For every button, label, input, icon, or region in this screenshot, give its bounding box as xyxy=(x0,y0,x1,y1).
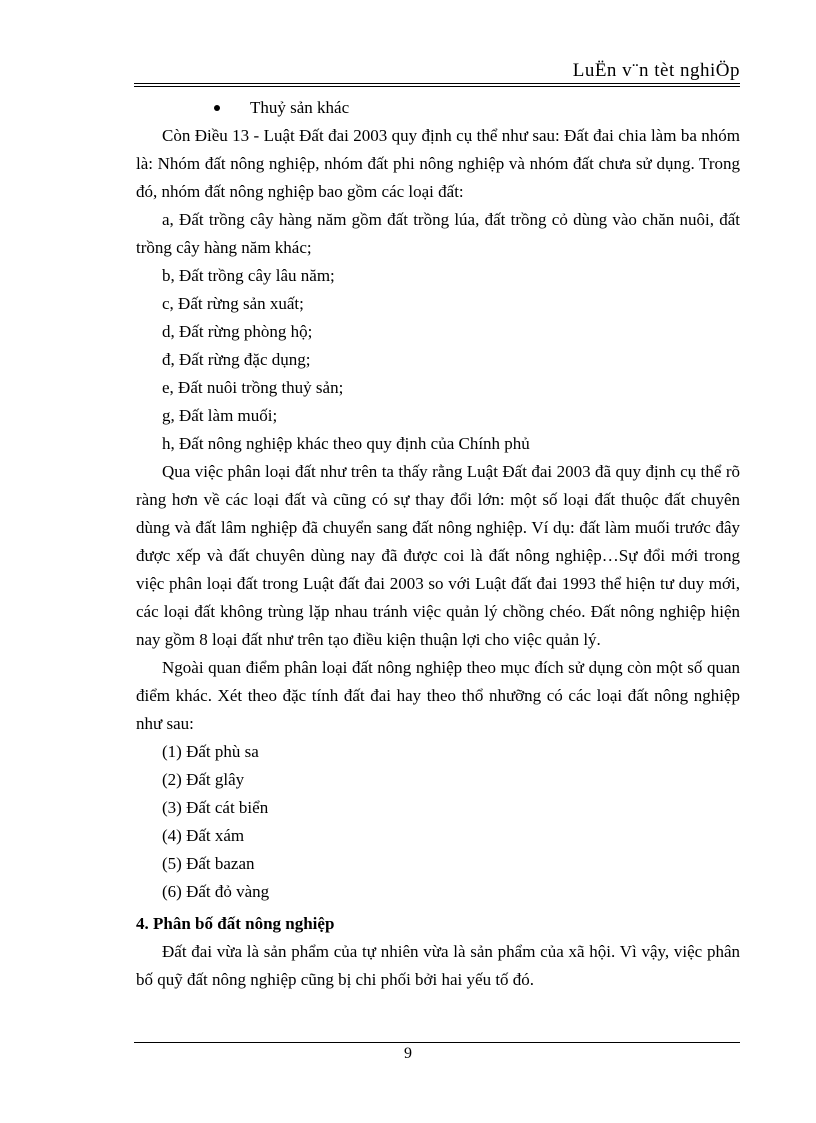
header-title: LuËn v¨n tèt nghiÖp xyxy=(572,60,740,81)
bullet-icon xyxy=(214,105,220,111)
soil-type-item: (5) Đất bazan xyxy=(162,854,255,873)
land-type-item: a, Đất trồng cây hàng năm gồm đất trồng lúa, đất trồng cỏ dùng vào chăn nuôi, đất trồng cây hàng năm khác; xyxy=(136,210,740,257)
land-type-item: b, Đất trồng cây lâu năm; xyxy=(162,266,335,285)
header-rule-double xyxy=(134,86,740,87)
land-type-item: e, Đất nuôi trồng thuỷ sản; xyxy=(162,378,344,397)
other-view-paragraph: Ngoài quan điểm phân loại đất nông nghiệp theo mục đích sử dụng còn một số quan điểm khác. Xét theo đặc tính đất đai hay theo thổ nhưỡng có các loại đất nông nghiệp như sau: xyxy=(136,658,740,733)
land-type-item: d, Đất rừng phòng hộ; xyxy=(162,322,313,341)
bullet-item xyxy=(136,94,740,122)
land-type-item: đ, Đất rừng đặc dụng; xyxy=(162,350,311,369)
section-heading: 4. Phân bố đất nông nghiệp xyxy=(136,914,335,933)
analysis-paragraph: Qua việc phân loại đất như trên ta thấy rằng Luật Đất đai 2003 đã quy định cụ thể rõ ràng hơn về các loại đất và cũng có sự thay đổi lớn: một số loại đất thuộc đất chuyên dùng và đất lâm nghiệp đã chuyển sang đất nông nghiệp. Ví dụ: đất làm muối trước đây được xếp và đất chuyên dùng nay đã được coi là đất nông nghiệp…Sự đổi mới trong việc phân loại đất trong Luật đất đai 2003 so với Luật đất đai 1993 thể hiện tư duy mới, các loại đất không trùng lặp nhau tránh việc quản lý chồng chéo. Đất nông nghiệp hiện nay gồm 8 loại đất như trên tạo điều kiện thuận lợi cho việc quản lý. xyxy=(136,462,740,649)
soil-type-item: (2) Đất glây xyxy=(162,770,245,789)
header-rule xyxy=(134,83,740,84)
land-type-item: g, Đất làm muối; xyxy=(162,406,278,425)
soil-type-item: (4) Đất xám xyxy=(162,826,245,845)
land-type-item: c, Đất rừng sản xuất; xyxy=(162,294,304,313)
page-number: 9 xyxy=(404,1045,412,1062)
body-text xyxy=(136,94,740,994)
section-paragraph: Đất đai vừa là sản phẩm của tự nhiên vừa là sản phẩm của xã hội. Vì vậy, việc phân bố quỹ đất nông nghiệp cũng bị chi phối bởi hai yếu tố đó. xyxy=(136,942,740,989)
soil-type-item: (3) Đất cát biển xyxy=(162,798,269,817)
soil-type-item: (6) Đất đỏ vàng xyxy=(162,882,270,901)
intro-paragraph: Còn Điều 13 - Luật Đất đai 2003 quy định cụ thể như sau: Đất đai chia làm ba nhóm là: Nhóm đất nông nghiệp, nhóm đất phi nông nghiệp và nhóm đất chưa sử dụng. Trong đó, nhóm đất nông nghiệp bao gồm các loại đất: xyxy=(136,126,740,201)
bullet-text: Thuỷ sản khác xyxy=(250,98,350,117)
land-type-item: h, Đất nông nghiệp khác theo quy định của Chính phủ xyxy=(162,434,530,453)
soil-type-item: (1) Đất phù sa xyxy=(162,742,259,761)
